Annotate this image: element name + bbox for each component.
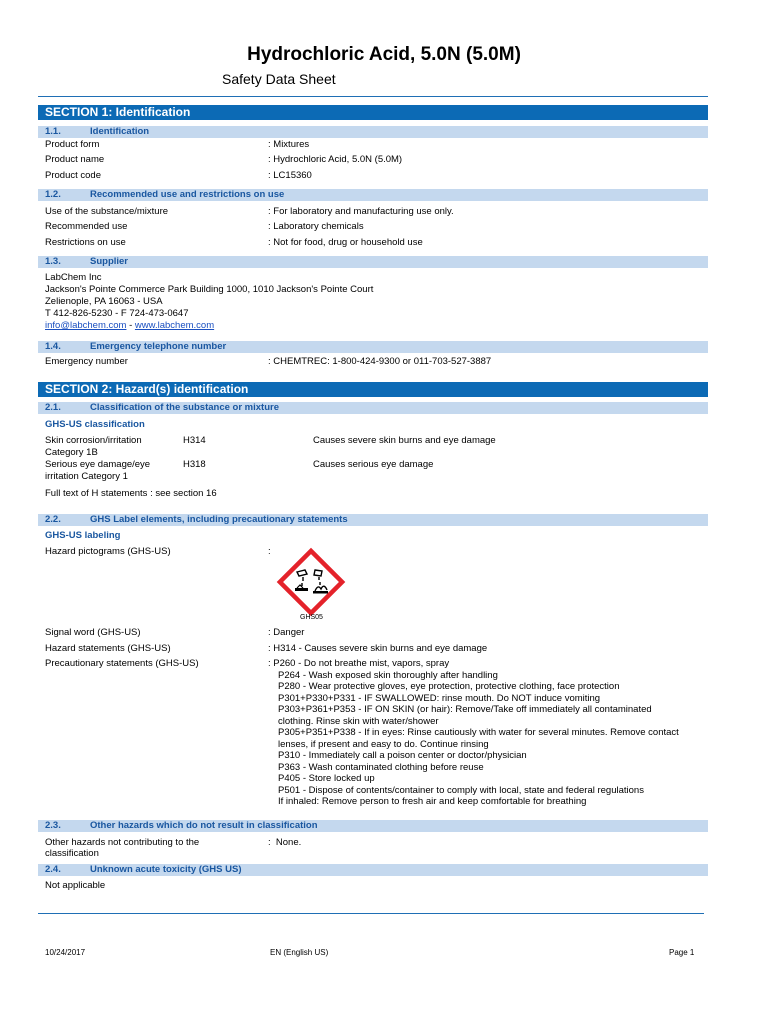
class-1-code: H314 <box>183 435 206 446</box>
hazard-statements-label: Hazard statements (GHS-US) <box>45 643 171 654</box>
product-form-label: Product form <box>45 139 100 150</box>
supplier-contact-links <box>45 320 214 332</box>
hazard-statements-value: : H314 - Causes severe skin burns and eye damage <box>268 643 488 654</box>
ghs-labeling-heading: GHS-US labeling <box>45 530 121 541</box>
website-link[interactable]: www.labchem.com <box>134 320 215 331</box>
supplier-address-line2: Zelienople, PA 16063 - USA <box>45 296 163 307</box>
precaution-line: P363 - Wash contaminated clothing before reuse <box>278 761 484 773</box>
other-hazards-value: : None. <box>268 837 302 848</box>
pictograms-colon: : <box>268 546 271 557</box>
footer-rule <box>38 913 704 914</box>
subsection-2-1-header: 2.1. Classification of the substance or mixture <box>38 402 708 414</box>
section-2-header: SECTION 2: Hazard(s) identification <box>38 382 708 397</box>
pictogram-code: GHS05 <box>300 614 323 621</box>
document-title: Hydrochloric Acid, 5.0N (5.0M) <box>247 44 521 65</box>
precaution-line: P301+P330+P331 - IF SWALLOWED: rinse mouth. Do NOT induce vomiting <box>278 692 601 704</box>
use-label: Use of the substance/mixture <box>45 206 169 217</box>
class-1-name: Skin corrosion/irritation <box>45 435 142 446</box>
header-rule <box>38 96 708 97</box>
footer-language: EN (English US) <box>270 948 329 957</box>
product-name-label: Product name <box>45 154 105 165</box>
supplier-address-line1: Jackson's Pointe Commerce Park Building 1000, 1010 Jackson's Pointe Court <box>45 284 374 295</box>
section-1-header: SECTION 1: Identification <box>38 105 708 120</box>
precaution-line: P310 - Immediately call a poison center or doctor/physician <box>278 750 527 761</box>
class-2-name: Serious eye damage/eye <box>45 459 151 470</box>
precaution-line: P405 - Store locked up <box>278 773 375 784</box>
precaution-line: lenses, if present and easy to do. Continue rinsing <box>278 738 489 750</box>
precaution-line: P303+P361+P353 - IF ON SKIN (or hair): Remove/Take off immediately all contaminated <box>278 704 652 715</box>
other-hazards-label-line2: classification <box>45 848 99 859</box>
pictograms-label: Hazard pictograms (GHS-US) <box>45 546 171 557</box>
subsection-1-2-header: 1.2. Recommended use and restrictions on use <box>38 189 708 201</box>
class-2-category: irritation Category 1 <box>45 471 128 482</box>
precaution-line: P305+P351+P338 - If in eyes: Rinse cautiously with water for several minutes. Remove contact <box>278 727 679 738</box>
subsection-2-3-header: 2.3. Other hazards which do not result in classification <box>38 820 708 832</box>
class-1-category: Category 1B <box>45 447 98 458</box>
subsection-2-2-header: 2.2. GHS Label elements, including precautionary statements <box>38 514 708 526</box>
class-2-code: H318 <box>183 459 206 470</box>
subsection-1-4-header: 1.4. Emergency telephone number <box>38 341 708 353</box>
subsection-1-1-header: 1.1. Identification <box>38 126 708 138</box>
subsection-1-3-header: 1.3. Supplier <box>38 256 708 268</box>
corrosion-pictogram-icon <box>275 546 347 618</box>
ghs-classification-heading: GHS-US classification <box>45 419 145 430</box>
link-separator: - <box>126 320 135 331</box>
precaution-line: : P260 - Do not breathe mist, vapors, spray <box>268 658 450 669</box>
emergency-label: Emergency number <box>45 356 128 367</box>
precaution-line: P501 - Dispose of contents/container to comply with local, state and federal regulations <box>278 784 644 796</box>
product-form-value: : Mixtures <box>268 139 310 150</box>
document-subtitle: Safety Data Sheet <box>222 71 336 87</box>
precaution-line: If inhaled: Remove person to fresh air and keep comfortable for breathing <box>278 796 587 807</box>
product-code-value: : LC15360 <box>268 170 312 181</box>
full-text-note: Full text of H statements : see section 16 <box>45 488 217 499</box>
supplier-name: LabChem Inc <box>45 272 102 283</box>
class-2-description: Causes serious eye damage <box>313 459 434 470</box>
restrictions-value: : Not for food, drug or household use <box>268 237 423 248</box>
class-1-description: Causes severe skin burns and eye damage <box>313 435 496 446</box>
precaution-line: P280 - Wear protective gloves, eye protection, protective clothing, face protection <box>278 681 620 692</box>
precaution-line: clothing. Rinse skin with water/shower <box>278 715 439 727</box>
subsection-2-4-header: 2.4. Unknown acute toxicity (GHS US) <box>38 864 708 876</box>
restrictions-label: Restrictions on use <box>45 237 126 248</box>
product-name-value: : Hydrochloric Acid, 5.0N (5.0M) <box>268 154 403 165</box>
precaution-line: P264 - Wash exposed skin thoroughly after handling <box>278 669 498 681</box>
not-applicable-text: Not applicable <box>45 880 106 891</box>
supplier-phone: T 412-826-5230 - F 724-473-0647 <box>45 308 189 319</box>
signal-word-value: : Danger <box>268 627 305 638</box>
other-hazards-label-line1: Other hazards not contributing to the <box>45 837 200 848</box>
emergency-value: : CHEMTREC: 1-800-424-9300 or 011-703-527-3887 <box>268 356 492 367</box>
recommended-use-label: Recommended use <box>45 221 128 232</box>
footer-date: 10/24/2017 <box>45 948 86 957</box>
use-value: : For laboratory and manufacturing use only. <box>268 206 454 217</box>
precautionary-label: Precautionary statements (GHS-US) <box>45 658 199 669</box>
product-code-label: Product code <box>45 170 101 181</box>
footer-page: Page 1 <box>669 948 695 957</box>
recommended-use-value: : Laboratory chemicals <box>268 221 364 232</box>
email-link[interactable]: info@labchem.com <box>45 320 127 331</box>
signal-word-label: Signal word (GHS-US) <box>45 627 141 638</box>
